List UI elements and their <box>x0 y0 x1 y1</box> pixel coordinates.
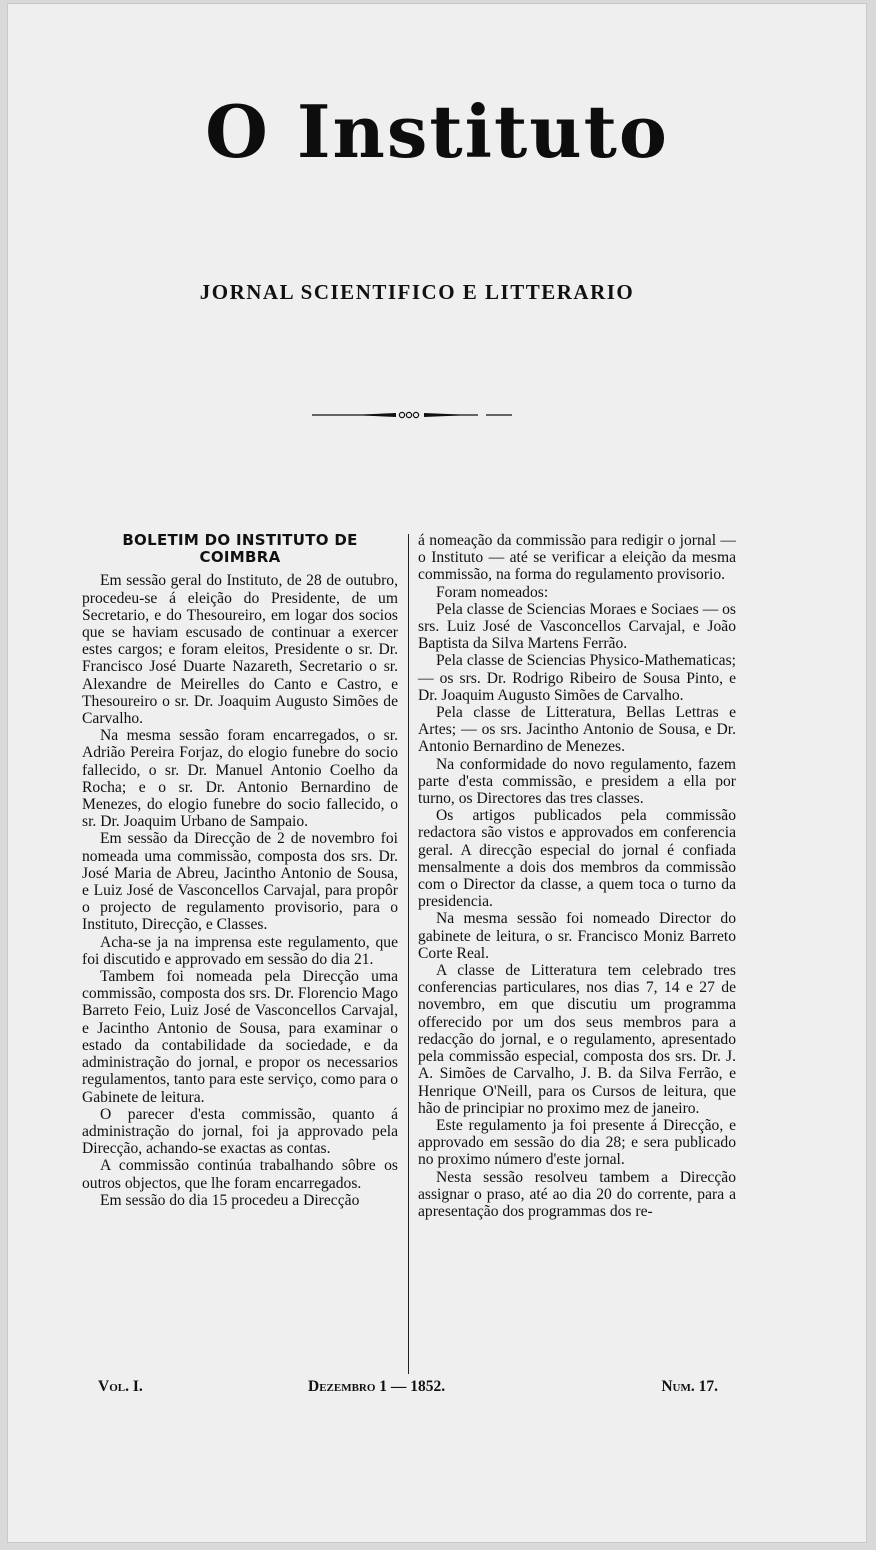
paragraph: Pela classe de Sciencias Moraes e Sociaes — os srs. Luiz José de Vasconcellos Carvajal, e João Baptista da Silva Martens Ferrão. <box>418 600 736 653</box>
newspaper-page <box>8 4 866 1542</box>
paragraph: Os artigos publicados pela commissão redactora são vistos e approvados em conferencia geral. A direcção especial do jornal é confiada mensalmente a dois dos membros da commissão com o Director da classe, a quem toca o turno da presidencia. <box>418 807 736 911</box>
paragraph: Na mesma sessão foi nomeado Director do gabinete de leitura, o sr. Francisco Moniz Barreto Corte Real. <box>418 910 736 962</box>
paragraph: Foram nomeados: <box>436 583 549 601</box>
ornamental-divider <box>312 406 512 424</box>
column-divider <box>408 534 409 1374</box>
article-heading: BOLETIM DO INSTITUTO DE COIMBRA <box>122 531 358 567</box>
paragraph: A commissão continúa trabalhando sôbre os outros objectos, que lhe foram encarregados. <box>82 1157 398 1192</box>
issue-date: Dezembro 1 — 1852. <box>308 1378 446 1395</box>
paragraph: Na conformidade do novo regulamento, fazem parte d'esta commissão, e presidem a ella por turno, os Directores das tres classes. <box>418 755 736 808</box>
paragraph: Em sessão geral do Instituto, de 28 de outubro, procedeu-se á eleição do Presidente, de um Secretario, e do Thesoureiro, em logar dos socios que se haviam escusado de continuar a exercer estes cargos; e foram eleitos, Presidente o sr. Dr. Francisco José Duarte Nazareth, Secretario o sr. Alexandre de Meirelles do Canto e Castro, e Thesoureiro o sr. Dr. Joaquim Augusto Simões de Carvalho. <box>82 572 398 728</box>
paragraph: Acha-se ja na imprensa este regulamento, que foi discutido e approvado em sessão do dia 21. <box>82 933 398 968</box>
paragraph: Em sessão do dia 15 procedeu a Direcção <box>100 1191 360 1209</box>
paragraph: O parecer d'esta commissão, quanto á administração do jornal, foi ja approvado pela Direcção, achando-se exactas as contas. <box>82 1105 398 1158</box>
masthead-subtitle: JORNAL SCIENTIFICO E LITTERARIO <box>199 280 635 304</box>
issue-number: Num. 17. <box>661 1378 718 1395</box>
paragraph: Nesta sessão resolveu tambem a Direcção assignar o praso, até ao dia 20 do corrente, para a apresentação dos programmas dos re- <box>418 1168 736 1220</box>
paragraph: Na mesma sessão foram encarregados, o sr. Adrião Pereira Forjaz, do elogio funebre do socio fallecido, o sr. Dr. Manuel Antonio Coelho da Rocha; e o sr. Dr. Antonio Bernardino de Menezes, do elogio funebre do socio fallecido, o sr. Dr. Joaquim Urbano de Sampaio. <box>82 727 398 831</box>
paragraph: Este regulamento ja foi presente á Direcção, e approvado em sessão do dia 28; e sera publicado no proximo número d'este jornal. <box>418 1116 736 1169</box>
paragraph: á nomeação da commissão para redigir o jornal — o Instituto — até se verificar a eleição da mesma commissão, na forma do regulamento provisorio. <box>418 532 736 584</box>
volume-label: Vol. I. <box>98 1378 143 1395</box>
paragraph: Tambem foi nomeada pela Direcção uma commissão, composta dos srs. Dr. Florencio Mago Barreto Feio, Luiz José de Vasconcellos Carvajal, e Jacintho Antonio de Sousa, para examinar o estado da contabilidade da sociedade, e da administração do jornal, e propor os necessarios regulamentos, tanto para este serviço, como para o Gabinete de leitura. <box>82 968 398 1106</box>
masthead-title: O Instituto <box>205 89 669 174</box>
page-footer <box>98 1378 718 1398</box>
paragraph: A classe de Litteratura tem celebrado tres conferencias particulares, nos dias 7, 14 e 27 de novembro, em que discutiu um programma offerecido por um dos seus membros para a redacção do jornal, e o regulamento, apresentado pela commissão especial, composta dos srs. Dr. J. A. Simões de Carvalho, J. B. da Silva Ferrão, e Henrique O'Neill, para os Cursos de leitura, que hão de principiar no proximo mez de janeiro. <box>418 962 736 1117</box>
paragraph: Pela classe de Sciencias Physico-Mathematicas; — os srs. Dr. Rodrigo Ribeiro de Sousa Pinto, e Dr. Joaquim Augusto Simões de Carvalho. <box>418 652 736 704</box>
article-column-right <box>418 532 736 1220</box>
paragraph: Em sessão da Direcção de 2 de novembro foi nomeada uma commissão, composta dos srs. Dr. José Maria de Abreu, Jacintho Antonio de Sousa, e Luiz José de Vasconcellos Carvajal, para propôr o projecto de regulamento provisorio, para o Instituto, Direcção, e Classes. <box>82 830 398 934</box>
paragraph: Pela classe de Litteratura, Bellas Lettras e Artes; — os srs. Jacintho Antonio de Sousa, e Dr. Antonio Bernardino de Menezes. <box>418 704 736 756</box>
article-column-left <box>82 532 398 1209</box>
